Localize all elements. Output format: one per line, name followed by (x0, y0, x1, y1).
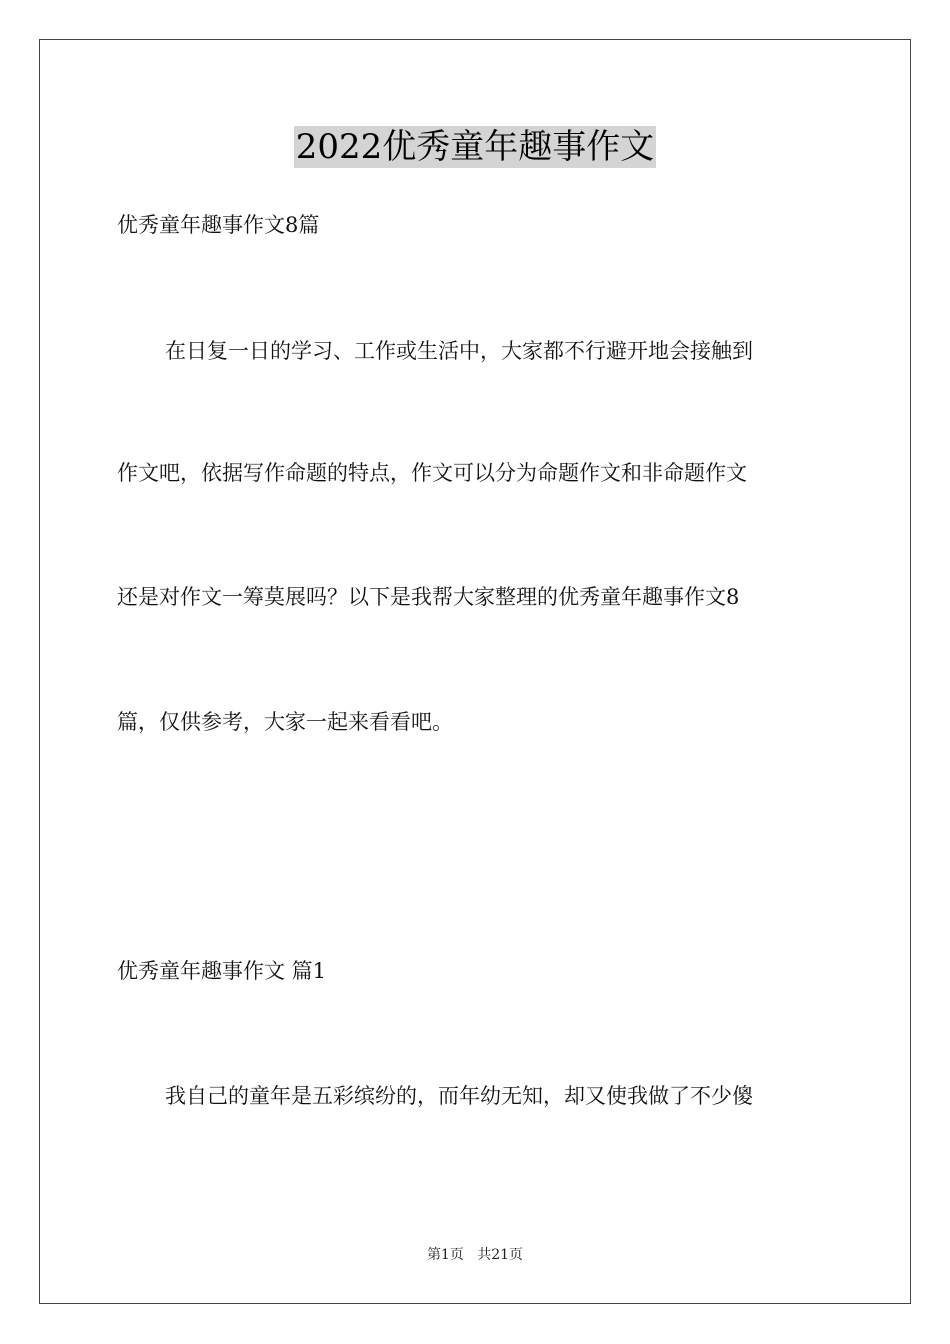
page-footer (0, 1245, 950, 1265)
document-title: 2022优秀童年趣事作文 (295, 127, 655, 167)
intro-line-4: 篇，仅供参考，大家一起来看看吧。 (117, 710, 453, 734)
intro-line-3: 还是对作文一筹莫展吗？以下是我帮大家整理的优秀童年趣事作文8 (117, 585, 740, 609)
title-container (0, 126, 950, 168)
section-line-1: 我自己的童年是五彩缤纷的，而年幼无知，却又使我做了不少傻 (165, 1084, 753, 1108)
document-subtitle: 优秀童年趣事作文8篇 (117, 213, 320, 237)
section-heading: 优秀童年趣事作文 篇1 (117, 959, 327, 983)
page-total: 共21页 (477, 1247, 524, 1263)
intro-line-1: 在日复一日的学习、工作或生活中，大家都不行避开地会接触到 (165, 339, 753, 363)
intro-line-2: 作文吧，依据写作命题的特点，作文可以分为命题作文和非命题作文 (117, 461, 747, 485)
page-number: 第1页 (426, 1247, 464, 1263)
